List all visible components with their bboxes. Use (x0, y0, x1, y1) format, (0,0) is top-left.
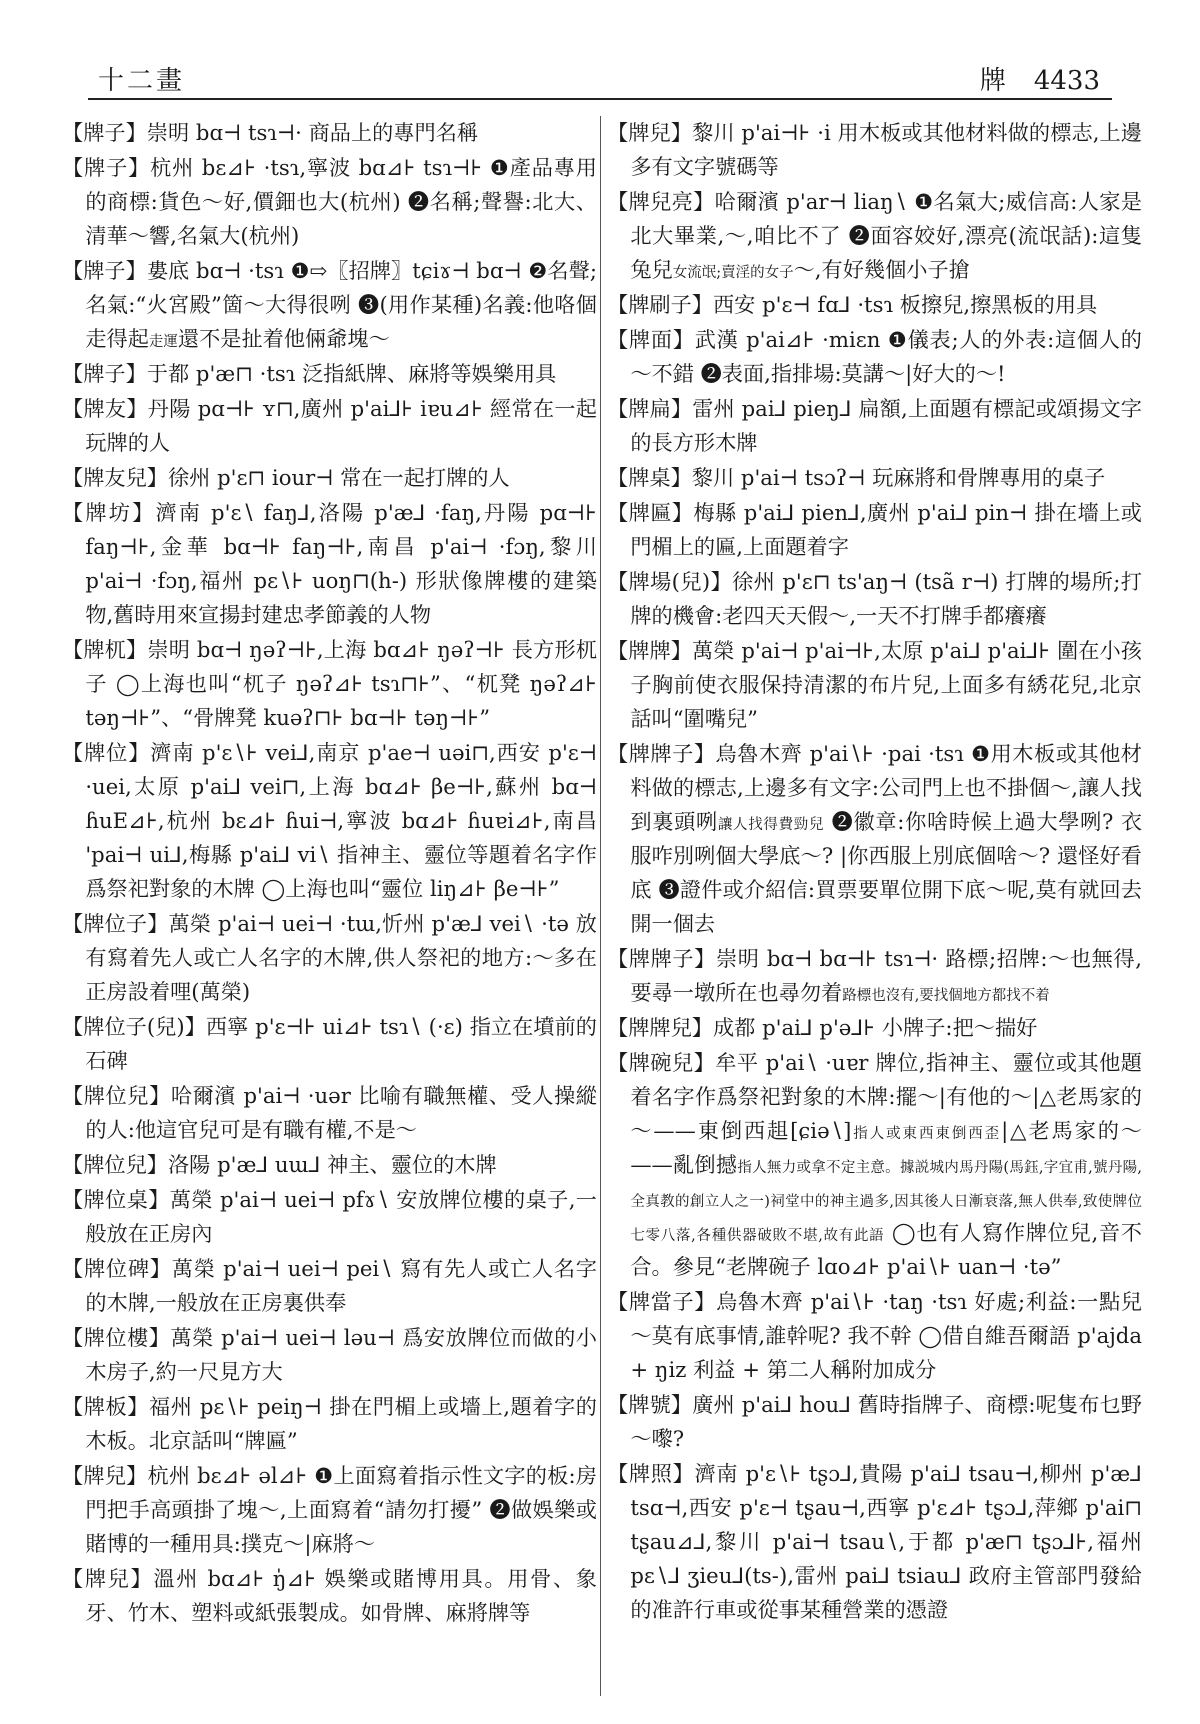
page-number: 4433 (1033, 66, 1100, 96)
entry-headword: 【牌刷子】 (607, 292, 713, 317)
dictionary-entry (607, 1046, 1142, 1284)
dictionary-entry (62, 736, 597, 906)
entry-text: |△老馬家的～——亂倒撼 (630, 1118, 1142, 1177)
entry-text: 崇明 bɑ⊣ tsɿ⊣· 商品上的專門名稱 (146, 120, 479, 145)
dictionary-entry (62, 633, 597, 735)
entry-headword: 【牌扁】 (607, 396, 693, 421)
entry-text: 濟南 p'ɛ∖⊦ vei⅃,南京 p'ae⊣ uəi⊓,西安 p'ɛ⊣ ·uei,太原 p'ai⅃ vei⊓,上海 bɑ⊿⊦ βe⊣⊦,蘇州 bɑ⊣ ɦuE⊿⊦,杭州 bɛ⊿⊦ ɦui⊣,寧波 bɑ⊿⊦ ɦuɐi⊿⊦,南昌 'pai⊣ ui⅃,梅縣 p'ai⅃ vi∖ 指神主、靈位等題着名字作爲祭祀對象的木牌 ◯上海也叫“靈位 liŋ⊿⊦ βe⊣⊦” (85, 740, 597, 901)
entry-headword: 【牌桌】 (607, 465, 692, 490)
entry-text: 烏魯木齊 p'ai∖⊦ ·taŋ ·tsɿ 好處;利益:一點兒～莫有底事情,誰幹呢? 我不幹 ◯借自維吾爾語 p'ajda + ŋiz 利益 + 第二人稱附加成分 (630, 1289, 1142, 1382)
entry-headword: 【牌友兒】 (62, 465, 168, 490)
dictionary-entry (62, 1148, 597, 1182)
entry-headword: 【牌當子】 (607, 1289, 717, 1314)
entry-headword: 【牌位樓】 (62, 1325, 171, 1350)
entry-text: 梅縣 p'ai⅃ pien⅃,廣州 p'ai⅃ pin⊣ 掛在墻上或門楣上的匾,上面題着字 (630, 500, 1142, 559)
dictionary-entry (607, 1457, 1142, 1627)
entry-text: 烏魯木齊 p'ai∖⊦ ·pai ·tsɿ ❶用木板或其他材料做的標志,上邊多有文字:公司門上也不掛個～,讓人找到裏頭咧 (630, 741, 1142, 834)
entry-text: 徐州 p'ɛ⊓ iour⊣ 常在一起打牌的人 (167, 465, 510, 490)
entry-headword: 【牌牌子】 (607, 741, 716, 766)
entry-gloss-note: 女流氓;賣淫的女子 (672, 265, 794, 281)
dictionary-entry (62, 392, 597, 460)
header-rule (88, 98, 1112, 100)
dictionary-entry (607, 185, 1142, 287)
dictionary-entry (62, 907, 597, 1009)
entry-text: 牟平 p'ai∖ ·uɐr 牌位,指神主、靈位或其他題着名字作爲祭祀對象的木牌:擺～|有他的～|△老馬家的～——東倒西趄[ɕiə∖] (630, 1050, 1142, 1143)
page-header (88, 56, 1112, 98)
entry-headword: 【牌碗兒】 (607, 1050, 716, 1075)
dictionary-entry (62, 496, 597, 632)
dictionary-entry (607, 1388, 1142, 1456)
dictionary-entry (62, 254, 597, 356)
dictionary-entry (62, 357, 597, 391)
dictionary-entry (607, 461, 1142, 495)
entry-gloss-note: 讓人找得費勁兒 (717, 817, 825, 833)
entry-text: 洛陽 p'æ⅃ uɯ⅃ 神主、靈位的木牌 (167, 1152, 497, 1177)
entry-text: 哈爾濱 p'ar⊣ liaŋ∖ ❶名氣大;威信高:人家是北大畢業,～,咱比不了 ❷面容姣好,漂亮(流氓話):這隻兔兒 (630, 189, 1142, 282)
entry-text: 崇明 bɑ⊣ ŋəʔ⊣⊦,上海 bɑ⊿⊦ ŋəʔ⊣⊦ 長方形杌子 ◯上海也叫“杌子 ŋəʔ⊿⊦ tsɿ⊓⊦”、“杌凳 ŋəʔ⊿⊦ təŋ⊣⊦”、“骨牌凳 kuəʔ⊓⊦ bɑ⊣⊦ təŋ⊣⊦” (85, 637, 597, 730)
entry-headword: 【牌板】 (62, 1394, 150, 1419)
entry-text: ❷徽章:你啥時候上過大學咧? 衣服咋別咧個大學底～? |你西服上別底個啥～? 還怪好看底 ❸證件或介紹信:買票要單位開下底～呢,莫有就回去開一個去 (630, 809, 1142, 936)
entry-text: 雷州 pai⅃ pieŋ⅃ 扁額,上面題有標記或頌揚文字的長方形木牌 (630, 396, 1142, 455)
entry-text: 黎川 p'ai⊣⊦ ·i 用木板或其他材料做的標志,上邊多有文字號碼等 (630, 120, 1142, 179)
entry-headword: 【牌子】 (62, 155, 151, 180)
dictionary-entry (62, 1079, 597, 1147)
entry-text: 成都 p'ai⅃ p'ə⅃⊦ 小牌子:把～揣好 (712, 1015, 1038, 1040)
dictionary-entry (607, 288, 1142, 322)
dictionary-entry (607, 496, 1142, 564)
dictionary-entry (607, 392, 1142, 460)
entry-text: 丹陽 pɑ⊣⊦ ʏ⊓,廣州 p'ai⅃⊦ iɐu⊿⊦ 經常在一起玩牌的人 (85, 396, 597, 455)
entry-headword: 【牌場(兒)】 (607, 569, 733, 594)
dictionary-entry (62, 1562, 597, 1630)
dictionary-entry (607, 323, 1142, 391)
entry-headword: 【牌照】 (607, 1461, 695, 1486)
entry-text: 福州 pɛ∖⊦ peiŋ⊣ 掛在門楣上或墻上,題着字的木板。北京話叫“牌匾” (85, 1394, 597, 1453)
dictionary-columns (0, 116, 1200, 1696)
header-right (980, 60, 1100, 97)
dictionary-entry (607, 116, 1142, 184)
entry-headword: 【牌位兒】 (62, 1083, 171, 1108)
dictionary-entry (62, 1459, 597, 1561)
dictionary-entry (62, 1390, 597, 1458)
entry-headword: 【牌牌兒】 (607, 1015, 713, 1040)
entry-headword: 【牌面】 (607, 327, 695, 352)
entry-text: ◯也有人寫作牌位兒,音不合。參見“老牌碗子 lɑo⊿⊦ p'ai∖⊦ uan⊣ ·tə” (630, 1220, 1142, 1279)
entry-text: 于都 p'æ⊓ ·tsɿ 泛指紙牌、麻將等娛樂用具 (146, 361, 557, 386)
entry-headword: 【牌位子(兒)】 (62, 1014, 206, 1039)
dictionary-entry (62, 1183, 597, 1251)
entry-headword: 【牌位】 (62, 740, 151, 765)
entry-text: 徐州 p'ɛ⊓ ts'aŋ⊣ (tsã r⊣) 打牌的場所;打牌的機會:老四天天假～,一天不打牌手都癢癢 (630, 569, 1142, 628)
entry-text: 萬榮 p'ai⊣ uei⊣ ·tɯ,忻州 p'æ⅃ vei∖ ·tə 放有寫着先人或亡人名字的木牌,供人祭祀的地方:～多在正房設着哩(萬榮) (85, 911, 597, 1004)
entry-headword: 【牌坊】 (62, 500, 156, 525)
section-label: 十二畫 (98, 66, 186, 96)
entry-headword: 【牌杌】 (62, 637, 148, 662)
entry-text: 杭州 bɛ⊿⊦ əl⊿⊦ ❶上面寫着指示性文字的板:房門把手高頭掛了塊～,上面寫着“請勿打擾” ❷做娛樂或賭博的一種用具:撲克～|麻將～ (85, 1463, 597, 1556)
entry-text: 黎川 p'ai⊣ tsɔʔ⊣ 玩麻將和骨牌專用的桌子 (691, 465, 1106, 490)
entry-headword: 【牌子】 (62, 120, 147, 145)
entry-text: 萬榮 p'ai⊣ uei⊣ ləu⊣ 爲安放牌位而做的小木房子,約一尺見方大 (85, 1325, 597, 1384)
entry-headword: 【牌兒亮】 (607, 189, 715, 214)
dictionary-entry (607, 634, 1142, 736)
entry-headword: 【牌牌子】 (607, 946, 716, 971)
entry-text: 哈爾濱 p'ai⊣ ·uər 比喻有職無權、受人操縱的人:他這官兒可是有職有權,不是～ (85, 1083, 597, 1142)
entry-headword: 【牌匾】 (607, 500, 694, 525)
dictionary-entry (62, 151, 597, 253)
entry-text: 萬榮 p'ai⊣ uei⊣ pfɤ∖ 安放牌位樓的桌子,一般放在正房內 (85, 1187, 597, 1246)
column-divider (600, 116, 601, 1696)
dictionary-entry (607, 1011, 1142, 1045)
entry-headword: 【牌兒】 (62, 1463, 148, 1488)
entry-text: 西寧 p'ɛ⊣⊦ ui⊿⊦ tsɿ∖ (·ɛ) 指立在墳前的石碑 (85, 1014, 597, 1073)
entry-headword: 【牌位桌】 (62, 1187, 170, 1212)
headword-label: 牌 (979, 66, 1008, 96)
entry-text: 婁底 bɑ⊣ ·tsɿ ❶⇨〖招牌〗tɕiɤ⊣ bɑ⊣ ❷名聲;名氣:“火宮殿”箇～大得很咧 ❸(用作某種)名義:他咯個走得起 (85, 258, 597, 351)
entry-gloss-note: 指人無力或拿不定主意。據説城内馬丹陽(馬鈺,字宜甫,號丹陽,全真教的創立人之一)祠堂中的神主過多,因其後人日漸衰落,無人供奉,致使牌位七零八落,各種供器破敗不堪,故有此語 (630, 1160, 1142, 1244)
entry-text: 武漢 p'ai⊿⊦ ·miɛn ❶儀表;人的外表:這個人的～不錯 ❷表面,指排場:莫講～|好大的～! (630, 327, 1142, 386)
entry-headword: 【牌子】 (62, 258, 147, 283)
dictionary-entry (62, 1321, 597, 1389)
entry-text: 萬榮 p'ai⊣ p'ai⊣⊦,太原 p'ai⅃ p'ai⅃⊦ 圍在小孩子胸前使衣服保持清潔的布片兒,上面多有綉花兒,北京話叫“圍嘴兒” (630, 638, 1142, 731)
entry-gloss-note: 走運 (148, 334, 178, 350)
entry-text: 杭州 bɛ⊿⊦ ·tsɿ,寧波 bɑ⊿⊦ tsɿ⊣⊦ ❶產品專用的商標:貨色～好,價鈿也大(杭州) ❷名稱;聲譽:北大、清華～響,名氣大(杭州) (85, 155, 597, 248)
entry-text: 濟南 p'ɛ∖ faŋ⅃,洛陽 p'æ⅃ ·faŋ,丹陽 pɑ⊣⊦ faŋ⊣⊦,金華 bɑ⊣⊦ faŋ⊣⊦,南昌 p'ai⊣ ·fɔŋ,黎川 p'ai⊣ ·fɔŋ,福州 pɛ∖⊦ uoŋ⊓(h-) 形狀像牌樓的建築物,舊時用來宣揚封建忠孝節義的人物 (85, 500, 597, 627)
entry-headword: 【牌兒】 (607, 120, 693, 145)
dictionary-entry (62, 116, 597, 150)
entry-headword: 【牌位碑】 (62, 1256, 172, 1281)
dictionary-entry (62, 1010, 597, 1078)
entry-text: 崇明 bɑ⊣ bɑ⊣⊦ tsɿ⊣· 路標;招牌:～也無得,要尋一墩所在也尋勿着 (630, 946, 1142, 1005)
left-column (62, 116, 597, 1696)
entry-headword: 【牌號】 (607, 1392, 693, 1417)
entry-text: 還不是扯着他倆爺塊～ (177, 326, 390, 351)
dictionary-entry (607, 565, 1142, 633)
entry-gloss-note: 指人或東西東倒西歪 (851, 1126, 1002, 1142)
entry-headword: 【牌友】 (62, 396, 148, 421)
entry-headword: 【牌兒】 (62, 1566, 154, 1591)
dictionary-entry (607, 1285, 1142, 1387)
entry-text: 濟南 p'ɛ∖⊦ tʂɔ⅃,貴陽 p'ai⅃ tsau⊣,柳州 p'æ⅃ tsɑ⊣,西安 p'ɛ⊣ tʂau⊣,西寧 p'ɛ⊿⊦ tʂɔ⅃,萍鄉 p'ai⊓ tʂau⊿⅃,黎川 p'ai⊣ tsau∖,于都 p'æ⊓ tʂɔ⅃⊦,福州 pɛ∖⅃ ʒieu⅃(ts-),雷州 pai⅃ tsiau⅃ 政府主管部門發給的准許行車或從事某種營業的憑證 (630, 1461, 1142, 1622)
dictionary-entry (607, 737, 1142, 941)
dictionary-entry (62, 1252, 597, 1320)
entry-text: ～,有好幾個小子搶 (793, 257, 970, 282)
entry-headword: 【牌牌】 (607, 638, 693, 663)
entry-headword: 【牌位子】 (62, 911, 169, 936)
entry-headword: 【牌子】 (62, 361, 147, 386)
entry-headword: 【牌位兒】 (62, 1152, 168, 1177)
entry-text: 西安 p'ɛ⊣ fɑ⅃ ·tsɿ 板擦兒,擦黑板的用具 (712, 292, 1098, 317)
entry-text: 溫州 bɑ⊿⊦ ŋ̍⊿⊦ 娛樂或賭博用具。用骨、象牙、竹木、塑料或紙張製成。如骨牌、麻將牌等 (85, 1566, 597, 1625)
right-column (607, 116, 1142, 1696)
entry-text: 萬榮 p'ai⊣ uei⊣ pei∖ 寫有先人或亡人名字的木牌,一般放在正房裏供奉 (85, 1256, 597, 1315)
dictionary-entry (607, 942, 1142, 1010)
entry-text: 廣州 p'ai⅃ hou⅃ 舊時指牌子、商標:呢隻布乜野～嚟? (630, 1392, 1142, 1451)
entry-gloss-note: 路標也沒有,要找個地方都找不着 (842, 988, 1050, 1004)
dictionary-entry (62, 461, 597, 495)
